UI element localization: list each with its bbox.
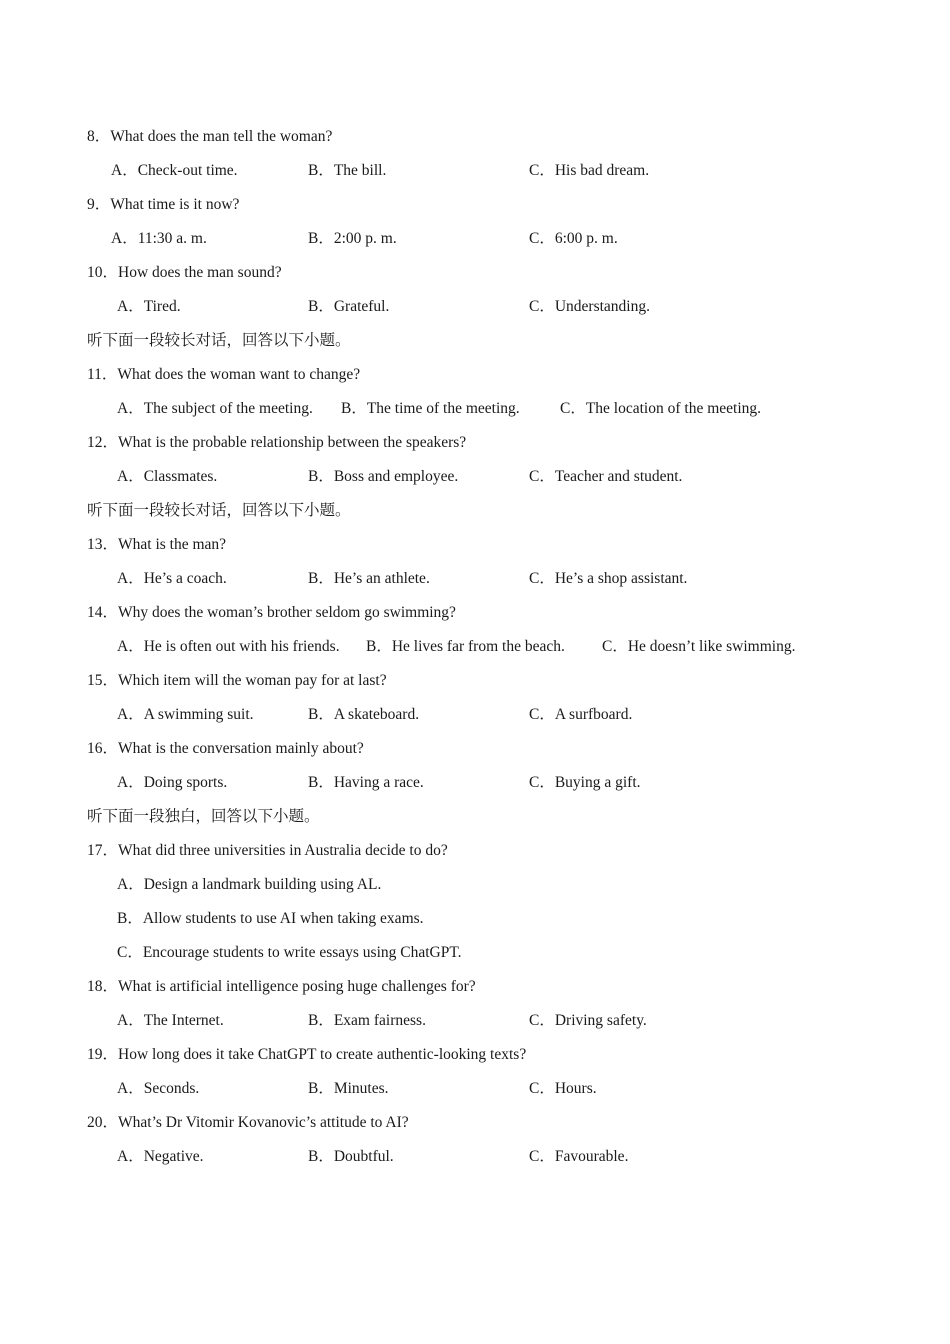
answer-option: B．Grateful. — [308, 298, 390, 315]
question-text: 19．How long does it take ChatGPT to create authentic-looking texts? — [87, 1046, 527, 1063]
answer-option: A．Design a landmark building using AL. — [117, 876, 382, 893]
section-instruction: 听下面一段较长对话，回答以下小题。 — [87, 332, 351, 349]
answer-option: C．Encourage students to write essays using ChatGPT. — [117, 944, 462, 961]
answer-option: A．Doing sports. — [117, 774, 228, 791]
answer-option: C．A surfboard. — [529, 706, 633, 723]
answer-option: A．The subject of the meeting. — [117, 400, 313, 417]
question-text: 9．What time is it now? — [87, 196, 240, 213]
answer-option: B．The time of the meeting. — [341, 400, 520, 417]
answer-option: B．He lives far from the beach. — [366, 638, 565, 655]
question-text: 17．What did three universities in Australia decide to do? — [87, 842, 448, 859]
answer-option: B．He’s an athlete. — [308, 570, 430, 587]
answer-option: A．He’s a coach. — [117, 570, 227, 587]
question-text: 20．What’s Dr Vitomir Kovanovic’s attitude to AI? — [87, 1114, 409, 1131]
answer-option: C．The location of the meeting. — [560, 400, 762, 417]
answer-option: A．He is often out with his friends. — [117, 638, 340, 655]
answer-option: B．Allow students to use AI when taking exams. — [117, 910, 424, 927]
answer-option: A．Classmates. — [117, 468, 218, 485]
answer-option: C．Teacher and student. — [529, 468, 683, 485]
answer-option: A．Seconds. — [117, 1080, 200, 1097]
answer-option: C．He doesn’t like swimming. — [602, 638, 796, 655]
answer-option: B．Minutes. — [308, 1080, 389, 1097]
answer-option: C．Understanding. — [529, 298, 650, 315]
answer-option: B．A skateboard. — [308, 706, 420, 723]
question-text: 15．Which item will the woman pay for at last? — [87, 672, 387, 689]
answer-option: C．Driving safety. — [529, 1012, 647, 1029]
question-text: 11．What does the woman want to change? — [87, 366, 361, 383]
answer-option: A．The Internet. — [117, 1012, 224, 1029]
answer-option: B．Exam fairness. — [308, 1012, 426, 1029]
question-text: 16．What is the conversation mainly about? — [87, 740, 364, 757]
answer-option: A．A swimming suit. — [117, 706, 254, 723]
question-text: 10．How does the man sound? — [87, 264, 282, 281]
answer-option: C．Hours. — [529, 1080, 597, 1097]
answer-option: B．Having a race. — [308, 774, 424, 791]
question-text: 8．What does the man tell the woman? — [87, 128, 333, 145]
section-instruction: 听下面一段较长对话，回答以下小题。 — [87, 502, 351, 519]
question-text: 14．Why does the woman’s brother seldom go swimming? — [87, 604, 456, 621]
answer-option: B．2:00 p. m. — [308, 230, 397, 247]
answer-option: A．11:30 a. m. — [111, 230, 207, 247]
question-text: 12．What is the probable relationship between the speakers? — [87, 434, 467, 451]
answer-option: A．Negative. — [117, 1148, 204, 1165]
answer-option: C．Favourable. — [529, 1148, 629, 1165]
answer-option: C．His bad dream. — [529, 162, 650, 179]
answer-option: C．Buying a gift. — [529, 774, 641, 791]
answer-option: B．Doubtful. — [308, 1148, 394, 1165]
answer-option: C．He’s a shop assistant. — [529, 570, 688, 587]
answer-option: B．The bill. — [308, 162, 387, 179]
answer-option: A．Check-out time. — [111, 162, 238, 179]
section-instruction: 听下面一段独白，回答以下小题。 — [87, 808, 320, 825]
answer-option: B．Boss and employee. — [308, 468, 459, 485]
question-text: 13．What is the man? — [87, 536, 227, 553]
answer-option: A．Tired. — [117, 298, 181, 315]
answer-option: C．6:00 p. m. — [529, 230, 618, 247]
question-text: 18．What is artificial intelligence posing huge challenges for? — [87, 978, 476, 995]
